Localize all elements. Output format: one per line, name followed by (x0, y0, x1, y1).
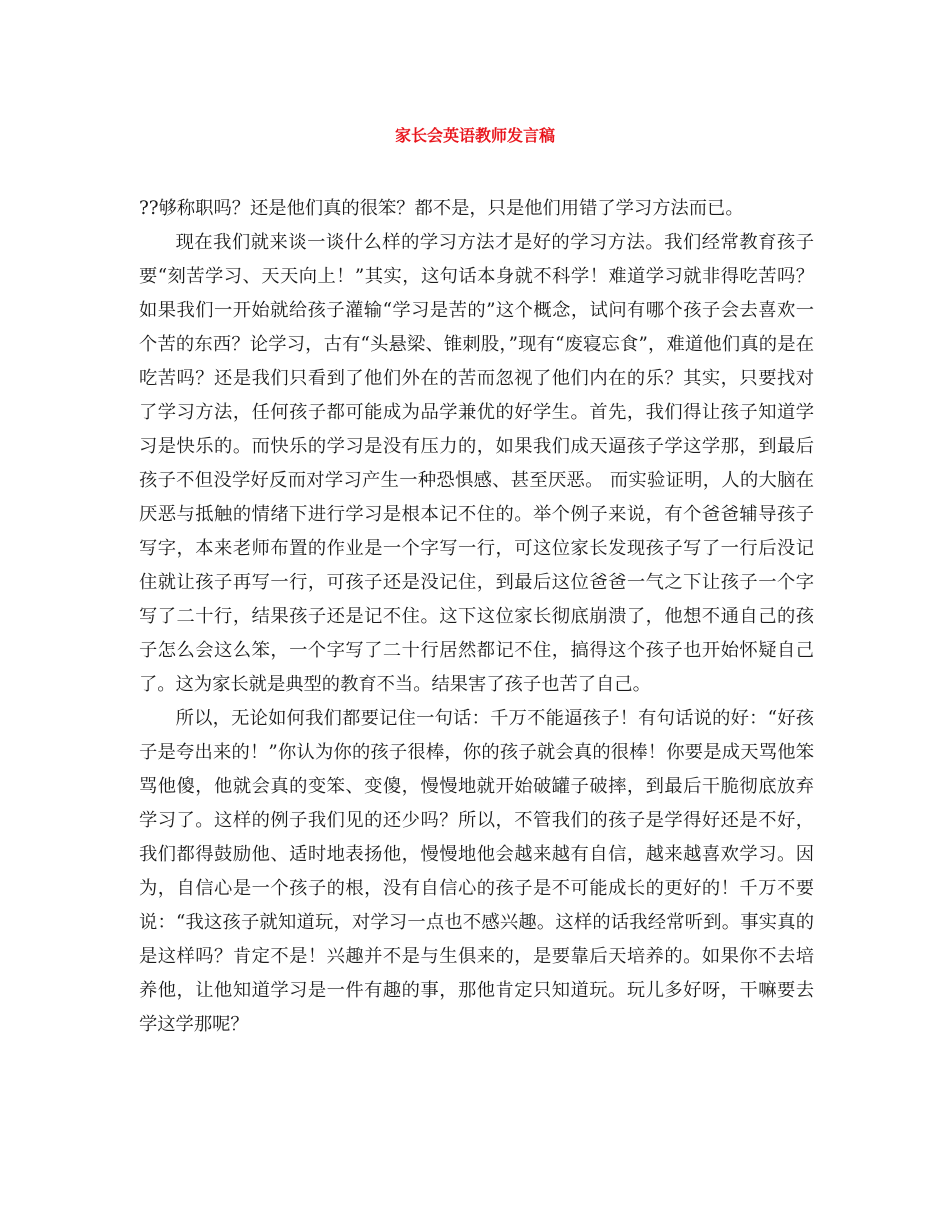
document-title: 家长会英语教师发言稿 (394, 126, 555, 145)
document-body (139, 192, 814, 1042)
paragraph: 所以，无论如何我们都要记住一句话：千万不能逼孩子！有句话说的好：“好孩子是夸出来的！”你认为你的孩子很棒，你的孩子就会真的很棒！你要是成天骂他笨骂他傻，他就会真的变笨、变傻，慢慢地就开始破罐子破摔，到最后干脆彻底放弃学习了。这样的例子我们见的还少吗？所以，不管我们的孩子是学得好还是不好，我们都得鼓励他、适时地表扬他，慢慢地他会越来越有自信，越来越喜欢学习。因为，自信心是一个孩子的根，没有自信心的孩子是不可能成长的更好的！千万不要说：“我这孩子就知道玩，对学习一点也不感兴趣。这样的话我经常听到。事实真的是这样吗？肯定不是！兴趣并不是与生俱来的，是要靠后天培养的。如果你不去培养他，让他知道学习是一件有趣的事，那他肯定只知道玩。玩儿多好呀，干嘛要去学这学那呢？ (139, 708, 814, 1035)
paragraph: ??够称职吗？还是他们真的很笨？都不是，只是他们用错了学习方法而已。 (139, 198, 744, 219)
paragraph: 现在我们就来谈一谈什么样的学习方法才是好的学习方法。我们经常教育孩子要“刻苦学习、天天向上！”其实，这句话本身就不科学！难道学习就非得吃苦吗？如果我们一开始就给孩子灌输“学习是苦的”这个概念，试问有哪个孩子会去喜欢一个苦的东西？论学习，古有“头悬梁、锥刺股，”现有“废寝忘食”，难道他们真的是在吃苦吗？还是我们只看到了他们外在的苦而忽视了他们内在的乐？其实，只要找对了学习方法，任何孩子都可能成为品学兼优的好学生。首先，我们得让孩子知道学习是快乐的。而快乐的学习是没有压力的，如果我们成天逼孩子学这学那，到最后孩子不但没学好反而对学习产生一种恐惧感、甚至厌恶。 而实验证明，人的大脑在厌恶与抵触的情绪下进行学习是根本记不住的。举个例子来说，有个爸爸辅导孩子写字，本来老师布置的作业是一个字写一行，可这位家长发现孩子写了一行后没记住就让孩子再写一行，可孩子还是没记住，到最后这位爸爸一气之下让孩子一个字写了二十行，结果孩子还是记不住。这下这位家长彻底崩溃了，他想不通自己的孩子怎么会这么笨，一个字写了二十行居然都记不住，搞得这个孩子也开始怀疑自己了。这为家长就是典型的教育不当。结果害了孩子也苦了自己。 (139, 232, 814, 695)
